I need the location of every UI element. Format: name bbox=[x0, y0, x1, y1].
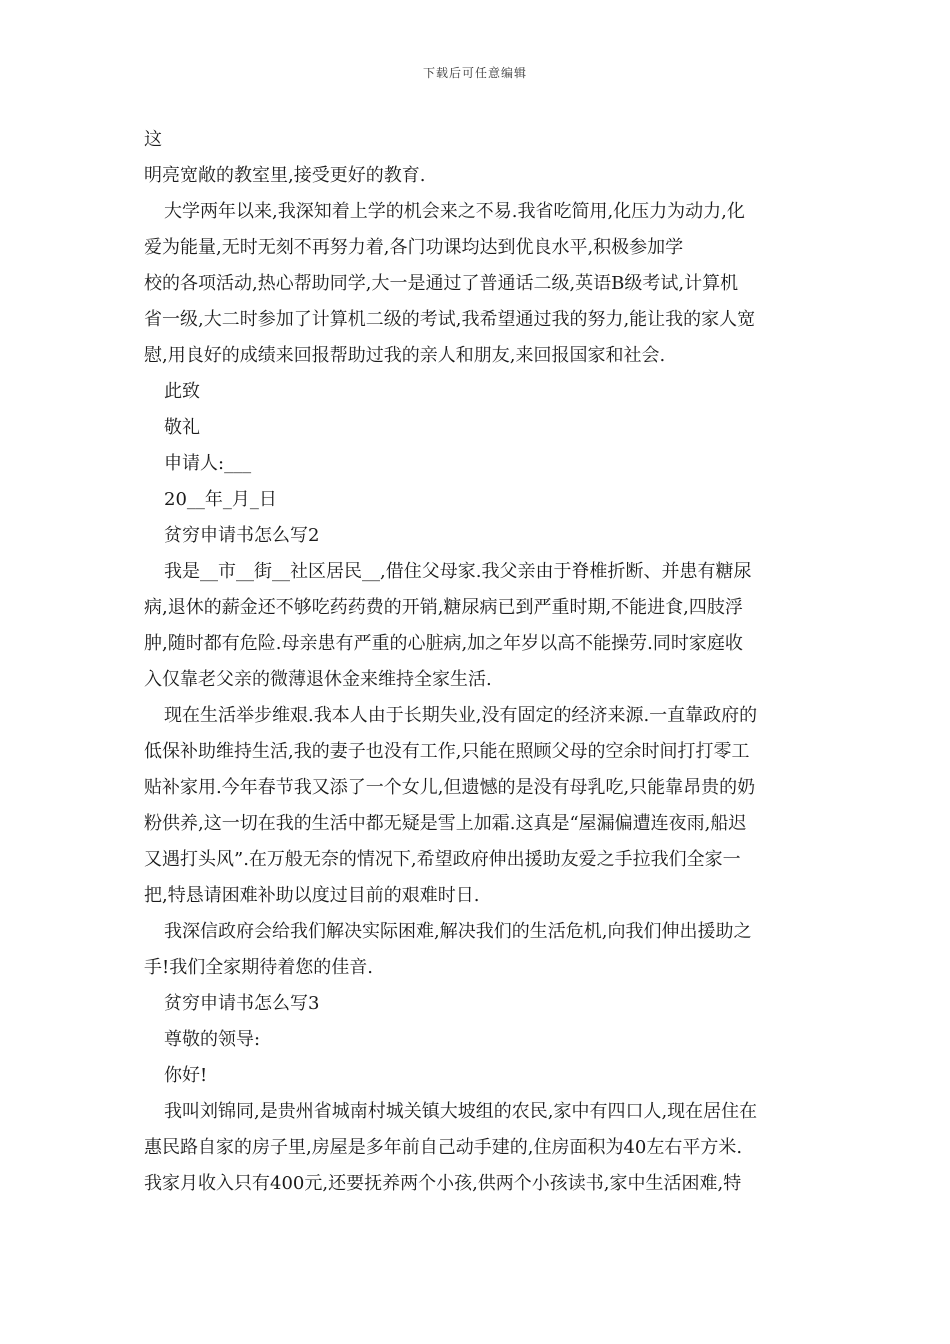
text-line: 此致 bbox=[164, 381, 200, 402]
text-line: 大学两年以来,我深知着上学的机会来之不易.我省吃简用,化压力为动力,化 bbox=[164, 201, 745, 222]
document-body bbox=[144, 122, 808, 1202]
text-line: 贫穷申请书怎么写2 bbox=[164, 525, 320, 546]
text-line: 我是__市__街__社区居民__,借住父母家.我父亲由于脊椎折断、并患有糖尿 bbox=[164, 561, 752, 582]
text-line: 慰,用良好的成绩来回报帮助过我的亲人和朋友,来回报国家和社会. bbox=[144, 345, 666, 366]
text-line: 20__年_月_日 bbox=[164, 489, 277, 510]
text-line: 低保补助维持生活,我的妻子也没有工作,只能在照顾父母的空余时间打打零工 bbox=[144, 741, 750, 762]
text-line: 我叫刘锦同,是贵州省城南村城关镇大坡组的农民,家中有四口人,现在居住在 bbox=[164, 1101, 758, 1122]
text-line: 贴补家用.今年春节我又添了一个女儿,但遗憾的是没有母乳吃,只能靠昂贵的奶 bbox=[144, 777, 756, 798]
text-line: 手!我们全家期待着您的佳音. bbox=[144, 957, 373, 978]
text-line: 肿,随时都有危险.母亲患有严重的心脏病,加之年岁以高不能操劳.同时家庭收 bbox=[144, 633, 743, 654]
text-line: 敬礼 bbox=[164, 417, 200, 438]
text-line: 爱为能量,无时无刻不再努力着,各门功课均达到优良水平,积极参加学 bbox=[144, 237, 684, 258]
text-line: 我深信政府会给我们解决实际困难,解决我们的生活危机,向我们伸出援助之 bbox=[164, 921, 752, 942]
text-line: 现在生活举步维艰.我本人由于长期失业,没有固定的经济来源.一直靠政府的 bbox=[164, 705, 758, 726]
text-line: 我家月收入只有400元,还要抚养两个小孩,供两个小孩读书,家中生活困难,特 bbox=[144, 1173, 742, 1194]
header-note: 下载后可任意编辑 bbox=[422, 66, 527, 80]
text-line: 把,特恳请困难补助以度过目前的艰难时日. bbox=[144, 885, 480, 906]
text-line: 明亮宽敞的教室里,接受更好的教育. bbox=[144, 165, 426, 186]
text-line: 又遇打头风”.在万般无奈的情况下,希望政府伸出援助友爱之手拉我们全家一 bbox=[144, 849, 741, 870]
text-line: 贫穷申请书怎么写3 bbox=[164, 993, 320, 1014]
text-line: 粉供养,这一切在我的生活中都无疑是雪上加霜.这真是“屋漏偏遭连夜雨,船迟 bbox=[144, 813, 747, 834]
text-line: 入仅靠老父亲的微薄退休金来维持全家生活. bbox=[144, 669, 492, 690]
text-line: 你好! bbox=[164, 1065, 208, 1086]
text-line: 尊敬的领导: bbox=[164, 1029, 261, 1050]
text-line: 校的各项活动,热心帮助同学,大一是通过了普通话二级,英语B级考试,计算机 bbox=[144, 273, 739, 294]
text-line: 省一级,大二时参加了计算机二级的考试,我希望通过我的努力,能让我的家人宽 bbox=[144, 309, 756, 330]
text-line: 这 bbox=[144, 129, 162, 150]
text-line: 惠民路自家的房子里,房屋是多年前自己动手建的,住房面积为40左右平方米. bbox=[144, 1137, 743, 1158]
text-line: 申请人:___ bbox=[164, 453, 252, 474]
text-line: 病,退休的薪金还不够吃药药费的开销,糖尿病已到严重时期,不能进食,四肢浮 bbox=[144, 597, 743, 618]
